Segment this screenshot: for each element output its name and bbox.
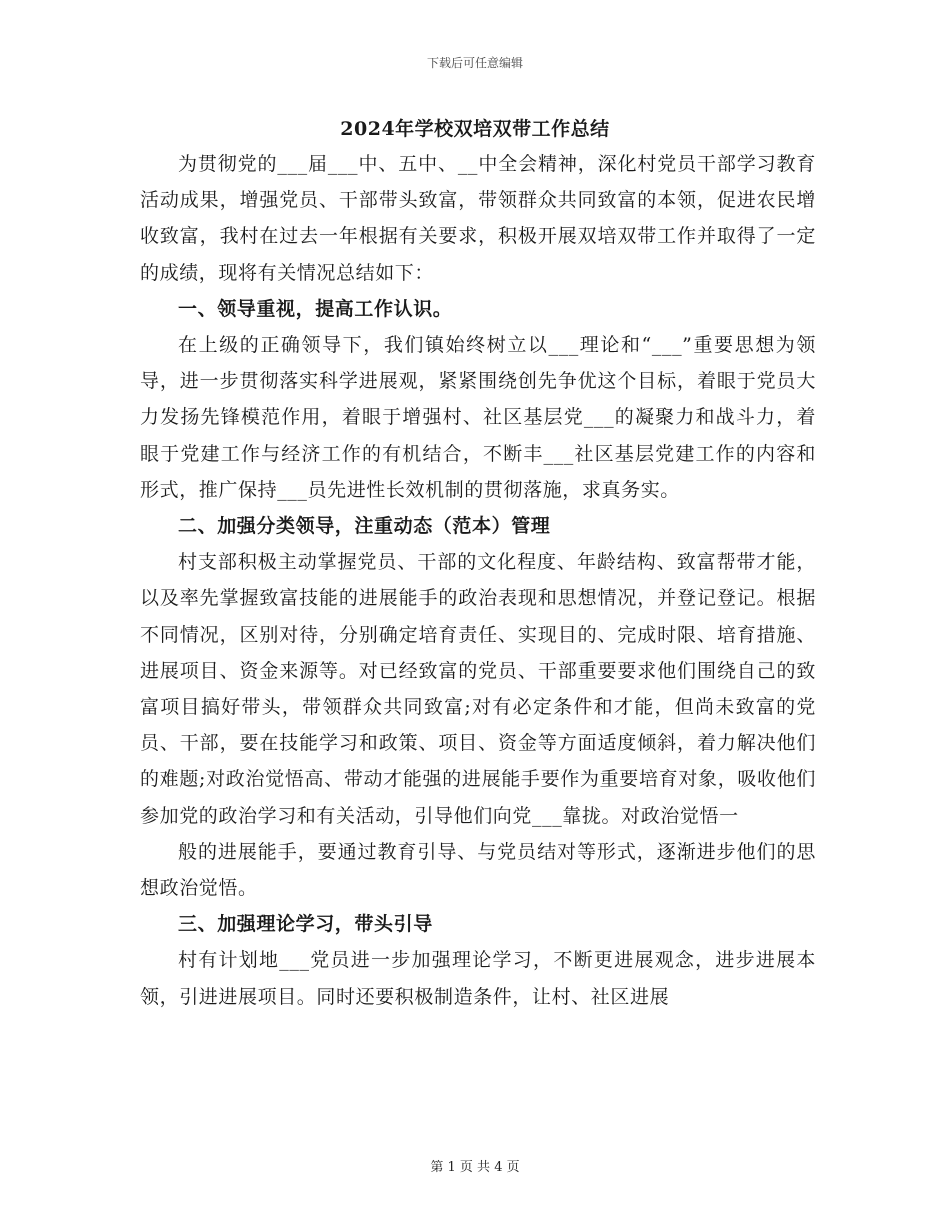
paragraph-intro: 为贯彻党的___届___中、五中、__中全会精神，深化村党员干部学习教育活动成果，增强党员、干部带头致富，带领群众共同致富的本领，促进农民增收致富，我村在过去一年根据有关要求，积极开展双培双带工作并取得了一定的成绩，现将有关情况总结如下： [140,153,816,284]
header-note: 下载后可任意编辑 [426,56,523,70]
paragraph-section-2: 村支部积极主动掌握党员、干部的文化程度、年龄结构、致富帮带才能，以及率先掌握致富技能的进展能手的政治表现和思想情况，并登记登记。根据不同情况，区别对待，分别确定培育责任、实现目的、完成时限、培育措施、进展项目、资金来源等。对已经致富的党员、干部重要要求他们围绕自己的致富项目搞好带头，带领群众共同致富;对有必定条件和才能，但尚未致富的党员、干部，要在技能学习和政策、项目、资金等方面适度倾斜，着力解决他们的难题;对政治觉悟高、带动才能强的进展能手要作为重要培育对象，吸收他们参加党的政治学习和有关活动，引导他们向党___靠拢。对政治觉悟一 [140,551,816,827]
paragraph-section-1: 在上级的正确领导下，我们镇始终树立以___理论和“___”重要思想为领导，进一步贯彻落实科学进展观，紧紧围绕创先争优这个目标，着眼于党员大力发扬先锋模范作用，着眼于增强村、社区基层党___的凝聚力和战斗力，着眼于党建工作与经济工作的有机结合，不断丰___社区基层党建工作的内容和形式，推广保持___员先进性长效机制的贯彻落施，求真务实。 [140,334,816,501]
section-heading-3: 三、加强理论学习，带头引导 [178,913,433,936]
document-body [140,146,816,1015]
page-number: 第 1 页 共 4 页 [430,1160,520,1175]
document-title: 2024年学校双培双带工作总结 [340,118,610,140]
section-heading-2: 二、加强分类领导，注重动态（范本）管理 [178,515,551,538]
paragraph-section-3: 村有计划地___党员进一步加强理论学习，不断更进展观念，进步进展本领，引进进展项目。同时还要积极制造条件，让村、社区进展 [140,949,816,1008]
section-heading-1: 一、领导重视，提高工作认识。 [178,297,453,320]
paragraph-section-2-cont: 般的进展能手，要通过教育引导、与党员结对等形式，逐渐进步他们的思想政治觉悟。 [140,840,816,900]
